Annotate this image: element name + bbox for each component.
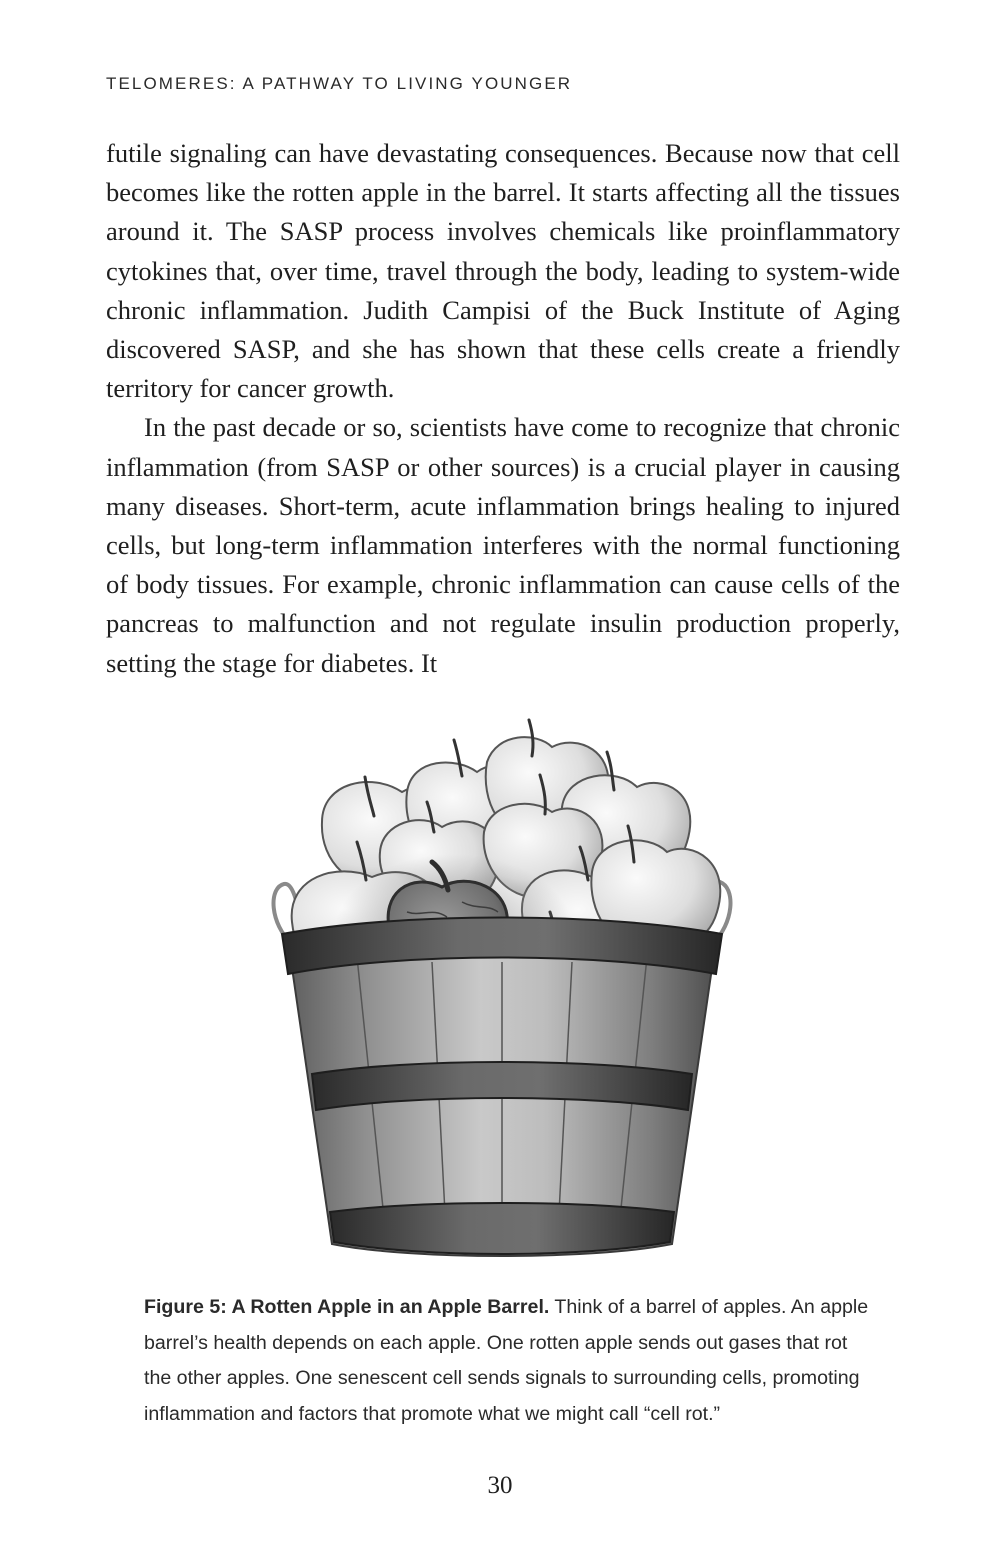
page-number: 30 (487, 1472, 513, 1499)
figure-caption (144, 1290, 874, 1432)
caption-title: Figure 5: A Rotten Apple in an Apple Barrel. (144, 1296, 550, 1318)
apple-barrel-illustration (262, 712, 742, 1262)
running-head: TELOMERES: A PATHWAY TO LIVING YOUNGER (106, 74, 573, 93)
paragraph-1: futile signaling can have devastating consequences. Because now that cell becomes like the rotten apple in the barrel. It starts affecting all the tissues around it. The SASP process involves chemicals like proinflammatory cytokines that, over time, travel through the body, leading to system-wide chronic inflammation. Judith Campisi of the Buck Institute of Aging discovered SASP, and she has shown that these cells create a friendly territory for cancer growth. (106, 138, 900, 404)
paragraph-2: In the past decade or so, scientists have come to recognize that chronic inflammation (from SASP or other sources) is a crucial player in causing many diseases. Short-term, acute inflammation brings healing to injured cells, but long-term inflammation interferes with the normal functioning of body tissues. For example, chronic inflammation can cause cells of the pancreas to malfunction and not regulate insulin production properly, setting the stage for diabetes. It (106, 412, 900, 678)
caption-text: Think of a barrel of apples. An apple barrel’s health depends on each apple. One rotten apple sends out gases that rot the other apples. One senescent cell sends signals to surrounding cells, promoting inflammation and factors that promote what we might call “cell rot.” (144, 1296, 869, 1425)
barrel-bottom-band (330, 1203, 674, 1254)
body-text (106, 134, 900, 683)
